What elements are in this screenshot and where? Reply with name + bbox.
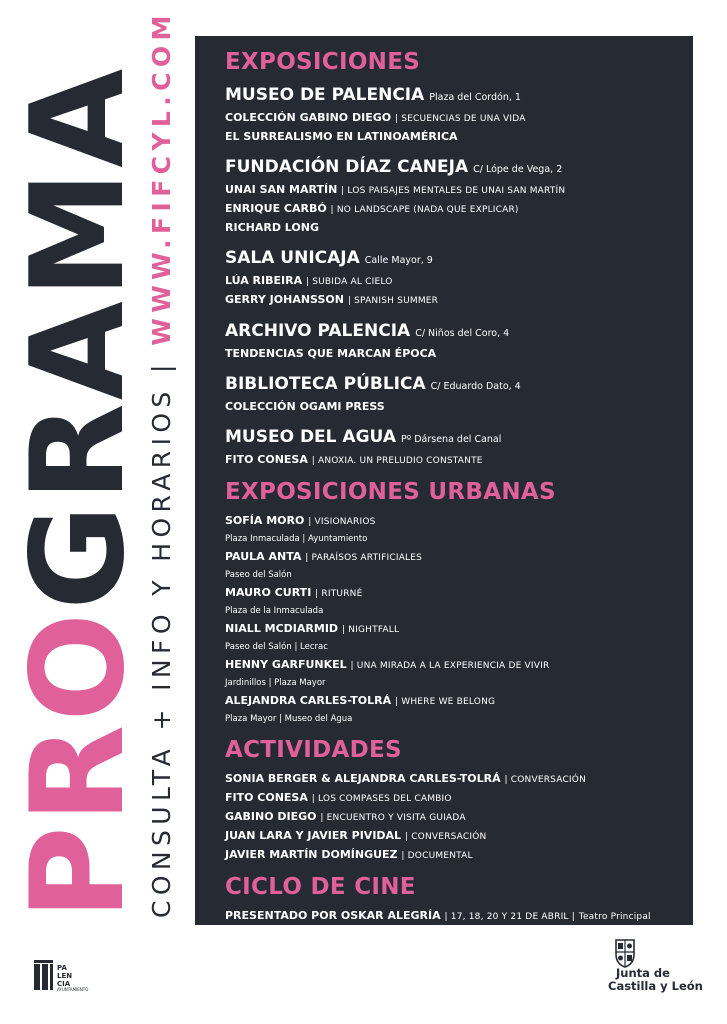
item-desc: | LOS COMPASES DEL CAMBIO [311,794,452,804]
item-desc: | DOCUMENTAL [401,851,473,861]
section-title-actividades: ACTIVIDADES [225,737,402,763]
item-desc: | PARAÍSOS ARTIFICIALES [305,553,423,563]
item-place: Plaza Inmaculada | Ayuntamiento [225,534,368,544]
venue-address: Plaza del Cordón, 1 [429,92,521,103]
item-name: FITO CONESA [225,453,308,466]
item-name: RICHARD LONG [225,221,319,234]
item-name: JAVIER MARTÍN DOMÍNGUEZ [225,848,398,861]
item-desc: | VISIONARIOS [308,517,376,527]
list-item [225,789,693,808]
venue-address: Calle Mayor, 9 [364,255,433,266]
programa-title [4,65,153,920]
item-desc: | CONVERSACIÓN [504,775,587,785]
list-item [225,656,693,675]
item-name: LÚA RIBEIRA [225,274,303,287]
item-name: SOFÍA MORO [225,514,305,527]
vertical-separator: | [147,359,176,373]
vertical-title-block [0,0,195,1024]
item-desc: | UNA MIRADA A LA EXPERIENCIA DE VIVIR [350,661,550,671]
item-place: Paseo del Salón | Lecrac [225,642,328,652]
list-item [225,620,693,639]
item-desc: | LOS PAISAJES MENTALES DE UNAI SAN MARTÍN [341,186,566,196]
item-place: Plaza de la Inmaculada [225,606,324,616]
website-link[interactable]: WWW.FIFCYL.COM [147,10,176,346]
list-item [225,827,693,846]
list-item [225,846,693,865]
list-item [225,200,693,219]
venue-sala-unicaja [225,247,693,272]
item-name: SONIA BERGER & ALEJANDRA CARLES-TOLRÁ [225,772,501,785]
venue-name: MUSEO DE PALENCIA [225,85,425,105]
vertical-subtitle [147,10,177,918]
list-item [225,398,693,416]
list-item [225,345,693,363]
venue-name: MUSEO DEL AGUA [225,427,396,447]
palencia-logo [32,958,122,998]
programa-title-dark: GRAMA [4,65,153,610]
cine-place: Teatro Principal [578,912,651,922]
list-item [225,584,693,603]
item-name: FITO CONESA [225,791,308,804]
venue-address: C/ Lópe de Vega, 2 [473,164,563,175]
item-place: Jardinillos | Plaza Mayor [225,678,326,688]
item-name: ENRIQUE CARBÓ [225,202,327,215]
item-desc: | SUBIDA AL CIELO [305,277,393,287]
venue-name: FUNDACIÓN DÍAZ CANEJA [225,157,469,177]
item-name: COLECCIÓN GABINO DIEGO [225,111,392,124]
venue-address: C/ Niños del Coro, 4 [415,328,510,339]
cine-line [225,907,693,926]
junta-line1: Junta de [616,966,670,980]
item-name: ALEJANDRA CARLES-TOLRÁ [225,694,392,707]
item-desc: | SPANISH SUMMER [347,296,439,306]
junta-logo [600,934,703,1004]
list-item [225,291,693,310]
venue-name: ARCHIVO PALENCIA [225,321,411,341]
item-name: GABINO DIEGO [225,810,317,823]
consulta-text: CONSULTA + INFO Y HORARIOS [147,386,176,918]
item-name: COLECCIÓN OGAMI PRESS [225,400,385,413]
section-title-urbanas: EXPOSICIONES URBANAS [225,479,556,505]
junta-line2: Castilla y León [608,979,703,993]
item-name: TENDENCIAS QUE MARCAN ÉPOCA [225,347,437,360]
junta-shield-icon [612,938,638,968]
cine-presenter: PRESENTADO POR OSKAR ALEGRÍA [225,909,441,922]
programa-title-pink: PRO [4,609,153,920]
venue-biblioteca-publica [225,373,693,398]
section-title-cine: CICLO DE CINE [225,874,416,900]
venue-fundacion-diaz-caneja [225,156,693,181]
item-name: EL SURREALISMO EN LATINOAMÉRICA [225,130,458,143]
item-name: PAULA ANTA [225,550,302,563]
list-item [225,128,693,146]
item-desc: | NO LANDSCAPE (NADA QUE EXPLICAR) [330,205,519,215]
section-title-exposiciones: EXPOSICIONES [225,49,421,75]
list-item [225,770,693,789]
venue-name: SALA UNICAJA [225,248,360,268]
item-desc: | SECUENCIAS DE UNA VIDA [394,114,526,124]
venue-museo-palencia [225,84,693,109]
item-desc: | WHERE WE BELONG [394,697,496,707]
item-name: JUAN LARA Y JAVIER PIVIDAL [225,829,402,842]
cine-dates: | 17, 18, 20 Y 21 DE ABRIL | [444,912,575,922]
palencia-line3: CIA [57,980,71,988]
venue-address: C/ Eduardo Dato, 4 [430,381,521,392]
item-name: MAURO CURTI [225,586,312,599]
item-name: UNAI SAN MARTÍN [225,183,338,196]
palencia-line2: LEN [57,972,73,980]
item-name: HENNY GARFUNKEL [225,658,347,671]
list-item [225,548,693,567]
item-desc: | ENCUENTRO Y VISITA GUIADA [320,813,466,823]
item-desc: | NIGHTFALL [341,625,400,635]
list-item [225,272,693,291]
item-desc: | ANOXIA. UN PRELUDIO CONSTANTE [311,456,483,466]
venue-address: Pº Dársena del Canal [400,434,502,445]
list-item [225,512,693,531]
item-name: GERRY JOHANSSON [225,293,344,306]
venue-archivo-palencia [225,320,693,345]
list-item [225,692,693,711]
list-item [225,109,693,128]
item-name: NIALL MCDIARMID [225,622,339,635]
list-item [225,219,693,237]
list-item [225,181,693,200]
item-desc: | CONVERSACIÓN [404,832,487,842]
palencia-line1: PA [57,964,67,972]
item-desc: | RITURNÉ [315,589,363,599]
palencia-crest-icon [32,958,122,998]
item-place: Paseo del Salón [225,570,292,580]
item-place: Plaza Mayor | Museo del Agua [225,714,353,724]
venue-name: BIBLIOTECA PÚBLICA [225,374,426,394]
list-item [225,451,693,470]
list-item [225,808,693,827]
program-panel [195,36,693,925]
venue-museo-del-agua [225,426,693,451]
palencia-small: AYUNTAMIENTO [57,987,89,992]
